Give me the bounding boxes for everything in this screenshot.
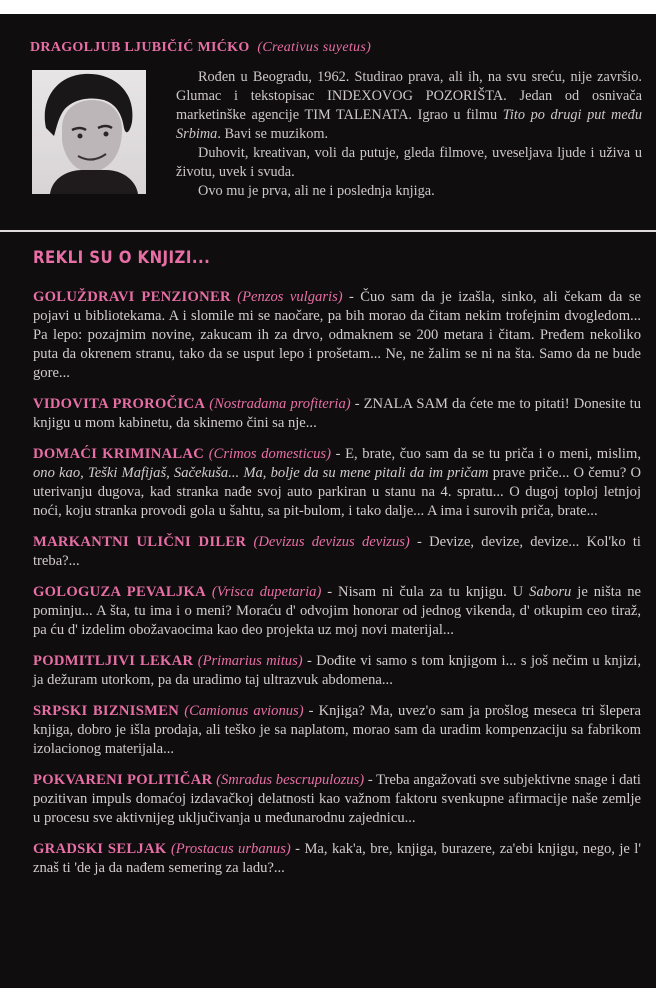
quote-latin-name: (Nostradama profiteria) bbox=[209, 396, 351, 412]
quote-label: GOLOGUZA PEVALJKA bbox=[33, 584, 206, 600]
quote-item bbox=[33, 702, 641, 759]
quote-latin-name: (Prostacus urbanus) bbox=[170, 841, 291, 857]
quote-item bbox=[33, 771, 641, 828]
quote-text: - Nisam ni čula za tu knjigu. U bbox=[321, 584, 530, 600]
quote-label: GRADSKI SELJAK bbox=[33, 841, 167, 857]
quote-latin-name: (Crimos domesticus) bbox=[208, 446, 331, 462]
quote-text: - Devize, devize, devize... Kol'ko ti treba?... bbox=[33, 534, 641, 569]
author-photo bbox=[32, 70, 146, 194]
bio-paragraph: Ovo mu je prva, ali ne i poslednja knjiga. bbox=[198, 183, 435, 199]
quote-item bbox=[33, 583, 641, 640]
quote-item bbox=[33, 445, 641, 521]
section-divider bbox=[0, 230, 656, 232]
quote-label: GOLUŽDRAVI PENZIONER bbox=[33, 289, 231, 305]
author-portrait-image bbox=[32, 70, 146, 194]
quote-italic-text: ono kao, Teški Mafijaš, Sačekuša... Ma, bolje da su mene pitali da im pričam bbox=[33, 465, 489, 481]
quote-latin-name: (Penzos vulgaris) bbox=[237, 289, 343, 305]
bio-text: Rođen u Beogradu, 1962. Studirao prava, ali ih, na svu sreću, nije završio. Glumac i tekstopisac INDEXOVOG POZORIŠTA. Jedan od osnivača marketinške agencije TIM TALENATA. Igrao u filmu bbox=[176, 69, 642, 123]
quote-latin-name: (Smradus bescrupulozus) bbox=[216, 772, 365, 788]
author-heading bbox=[30, 40, 642, 56]
quote-label: DOMAĆI KRIMINALAC bbox=[33, 446, 205, 462]
page-top-edge bbox=[0, 0, 656, 14]
quote-item bbox=[33, 395, 641, 433]
quote-latin-name: (Vrisca dupetaria) bbox=[211, 584, 322, 600]
reviews-section bbox=[33, 248, 641, 890]
quote-item bbox=[33, 840, 641, 878]
quote-text: - E, brate, čuo sam da se tu priča i o meni, mislim, bbox=[330, 446, 641, 462]
author-section bbox=[30, 40, 642, 208]
bio-paragraph bbox=[176, 68, 642, 144]
quote-label: VIDOVITA PROROČICA bbox=[33, 396, 206, 412]
author-bio bbox=[176, 68, 642, 201]
quote-text: - Knjiga? Ma, uvez'o sam ja prošlog meseca tri šlepera knjiga, dobro je išla prodaja, ali teško je sa naplatom, morao sam da uradim kompenzaciju sa fabrikom izolacionog materijala... bbox=[33, 703, 641, 757]
quote-label: MARKANTNI ULIČNI DILER bbox=[33, 534, 247, 550]
bio-block bbox=[30, 68, 642, 208]
quote-latin-name: (Camionus avionus) bbox=[184, 703, 304, 719]
quote-italic-text: Saboru bbox=[529, 584, 572, 600]
author-nickname: (Creativus suyetus) bbox=[257, 40, 372, 55]
bio-film-title: Tito po drugi put među Srbima bbox=[176, 107, 642, 142]
quote-text: - Dođite vi samo s tom knjigom i... s još nečim u knjizi, ja dežuram utorkom, pa da uradimo taj ultrazvuk abdomena... bbox=[33, 653, 641, 688]
quote-item bbox=[33, 288, 641, 383]
quote-text: - ZNALA SAM da ćete me to pitati! Donesite tu knjigu u mom kabinetu, da skinemo čini sa nje... bbox=[33, 396, 641, 431]
quote-label: PODMITLJIVI LEKAR bbox=[33, 653, 194, 669]
page-bottom-edge bbox=[0, 988, 656, 1000]
author-name: DRAGOLJUB LJUBIČIĆ MIĆKO bbox=[30, 40, 250, 55]
section-title: REKLI SU O KNJIZI... bbox=[33, 248, 211, 268]
quote-item bbox=[33, 652, 641, 690]
quote-text: - Čuo sam da je izašla, sinko, ali čekam da se pojavi u bibliotekama. A i slomile mi se naočare, pa bih morao da čitam nekim trofejnim dvogledom... Pa lepo: pozajmim novine, zakucam ih za drvo, odmaknem se 200 metara i čitam. Pređem nekoliko puta da okrenem stranu, tako da se usput lepo i prošetam... Ne, ne žalim se ni na šta. Samo da ne bude gore... bbox=[33, 289, 641, 381]
quote-item bbox=[33, 533, 641, 571]
quote-text: - Ma, kak'a, bre, knjiga, burazere, za'ebi knjigu, nego, je l' znaš ti 'de ja da nađem semering za ladu?... bbox=[33, 841, 641, 876]
quote-label: SRPSKI BIZNISMEN bbox=[33, 703, 180, 719]
bio-text: . Bavi se muzikom. bbox=[217, 126, 329, 142]
bio-paragraph: Duhovit, kreativan, voli da putuje, gleda filmove, uveseljava ljude i uživa u životu, uvek i svuda. bbox=[176, 145, 642, 180]
quote-label: POKVARENI POLITIČAR bbox=[33, 772, 213, 788]
quote-latin-name: (Primarius mitus) bbox=[197, 653, 303, 669]
quote-text: - Treba angažovati sve subjektivne snage i dati pozitivan impuls domaćoj izdavačkoj delatnosti kao važnom faktoru svenkupne afirmacije naše zemlje u procesu sve aktivnijeg uključivanja u međunarodnu zajednicu... bbox=[33, 772, 641, 826]
quote-text: prave priče... O čemu? O uterivanju dugova, kad stranka nađe svoj auto parkiran u stanu na 4. spratu... O dugoj toploj letnjoj noći, koju stranka provodi gola u šahtu, sa pit-bulom, i tako dalje... A ima i surovih priča, brate... bbox=[33, 465, 641, 519]
quote-latin-name: (Devizus devizus devizus) bbox=[253, 534, 410, 550]
quote-text: je ništa ne pominju... A šta, tu ima i o meni? Moraću d' odvojim honorar od jednog vikenda, d' otkupim ceo tiraž, pa ću d' izdelim obožavaocima kao deo projekta uz moj novi materijal... bbox=[33, 584, 641, 638]
